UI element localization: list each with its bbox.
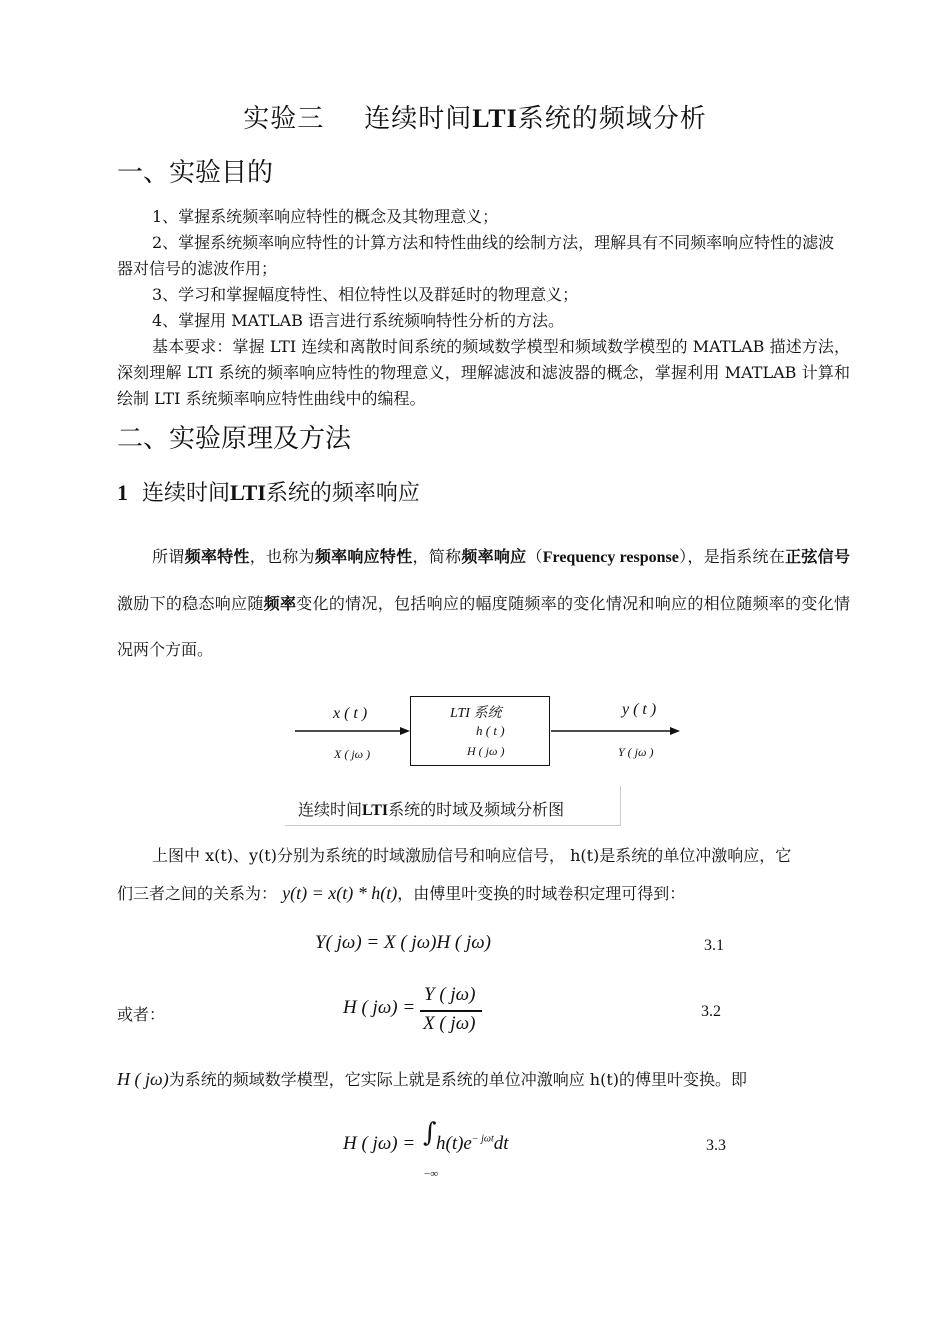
convolution-equation: y(t) = x(t) * h(t) — [282, 883, 398, 903]
equation-3-3-lhs: H ( jω) = — [343, 1133, 416, 1154]
objective-item: 2、掌握系统频率响应特性的计算方法和特性曲线的绘制方法，理解具有不同频率响应特性的滤波器对信号的滤波作用； — [117, 233, 835, 278]
subsection-pre: 连续时间 — [142, 481, 231, 506]
impulse-response-label: h ( t ) — [476, 723, 505, 738]
equation-number-3-2: 3.2 — [701, 1003, 721, 1020]
intro-bold: 频率响应特性 — [314, 547, 413, 566]
equation-3-1: Y( jω) = X ( jω)H ( jω) — [315, 932, 492, 953]
intro-text: ，也称为 — [249, 547, 315, 566]
lower-limit: −∞ — [424, 1168, 439, 1180]
system-box — [410, 696, 550, 766]
intro-text: ，简称 — [412, 547, 462, 566]
equation-3-2-lhs: H ( jω) = — [343, 997, 416, 1018]
h-symbol: H ( jω) — [117, 1069, 169, 1089]
title-post: 系统的频域分析 — [517, 104, 707, 134]
section2-heading: 二、实验原理及方法 — [117, 424, 352, 454]
caption-post: 系统的时域及频域分析图 — [388, 800, 565, 819]
objectives — [117, 204, 850, 412]
output-spectrum-label: Y ( jω ) — [618, 745, 654, 759]
intro-bold: 频率 — [263, 594, 297, 613]
intro-bold: Frequency response — [542, 549, 679, 566]
basic-requirement: 基本要求：掌握 LTI 连续和离散时间系统的频域数学模型和频域数学模型的 MATLAB 描述方法，深刻理解 LTI 系统的频率响应特性的物理意义，理解滤波和滤波器的概念，掌握利用 MATLAB 计算和绘制 LTI 系统频率响应特性曲线中的编程。 — [117, 337, 850, 408]
title-bold: LTI — [472, 104, 518, 133]
explain-line2 — [117, 880, 850, 907]
output-signal-label: y ( t ) — [622, 701, 657, 718]
input-arrow-head — [400, 727, 410, 735]
output-arrow-head — [670, 727, 680, 735]
intro-text: 所谓 — [152, 547, 185, 566]
subsection-bold: LTI — [230, 480, 266, 505]
caption-bold: LTI — [362, 802, 389, 819]
explain-text: 们三者之间的关系为： — [117, 884, 278, 903]
explain-text: ，由傅里叶变换的时域卷积定理可得到： — [397, 884, 686, 903]
objective-item: 1、掌握系统频率响应特性的概念及其物理意义； — [152, 207, 499, 226]
integrand: h(t)e — [436, 1133, 472, 1154]
page-title — [0, 98, 950, 135]
title-pre: 连续时间 — [364, 104, 473, 134]
equation-number-3-1: 3.1 — [704, 937, 724, 954]
equation-number-3-3: 3.3 — [706, 1137, 726, 1154]
h-definition-text: 为系统的频域数学模型，它实际上就是系统的单位冲激响应 h(t)的傅里叶变换。即 — [168, 1070, 748, 1089]
fraction-bar — [420, 1010, 482, 1012]
h-definition — [117, 1066, 850, 1093]
equation-3-2-numerator: Y ( jω) — [424, 984, 476, 1005]
input-spectrum-label: X ( jω ) — [334, 747, 371, 761]
or-label: 或者： — [117, 1005, 166, 1024]
section1-heading: 一、实验目的 — [117, 158, 274, 188]
explain-line1: 上图中 x(t)、y(t)分别为系统的时域激励信号和响应信号， h(t)是系统的单位冲激响应，它 — [152, 846, 792, 865]
differential: dt — [493, 1133, 509, 1154]
caption-pre: 连续时间 — [298, 800, 363, 819]
system-label: LTI 系统 — [450, 706, 502, 721]
intro-text: 变化的情况，包括响应的幅度随频率的变化情况和响应的相位随频率的变化情况两个方面。 — [117, 594, 850, 659]
objective-item: 4、掌握用 MATLAB 语言进行系统频响特性分析的方法。 — [152, 311, 565, 330]
figure-caption — [298, 797, 564, 820]
input-signal-label: x ( t ) — [333, 705, 368, 722]
exponent: − jωt — [471, 1133, 494, 1145]
frequency-response-label: H ( jω ) — [467, 744, 505, 758]
subsection-heading — [117, 476, 420, 507]
objective-item: 3、学习和掌握幅度特性、相位特性以及群延时的物理意义； — [152, 285, 579, 304]
intro-text: 激励下的稳态响应随 — [117, 594, 264, 613]
intro-bold: 频率响应 — [461, 547, 527, 566]
intro-text: ），是指系统在 — [678, 547, 786, 566]
intro-bold: 正弦信号 — [785, 547, 850, 566]
intro-paragraph — [117, 534, 850, 673]
subsection-post: 系统的频率响应 — [265, 481, 420, 506]
equation-3-3-integrand — [436, 1133, 509, 1155]
title-prefix: 实验三 — [243, 104, 325, 134]
subsection-number: 1 — [117, 480, 128, 505]
intro-text: （ — [526, 547, 543, 566]
equation-3-2-denominator: X ( jω) — [423, 1013, 476, 1034]
integral-sign-icon: ∫ — [423, 1118, 437, 1148]
intro-bold: 频率特性 — [184, 547, 250, 566]
